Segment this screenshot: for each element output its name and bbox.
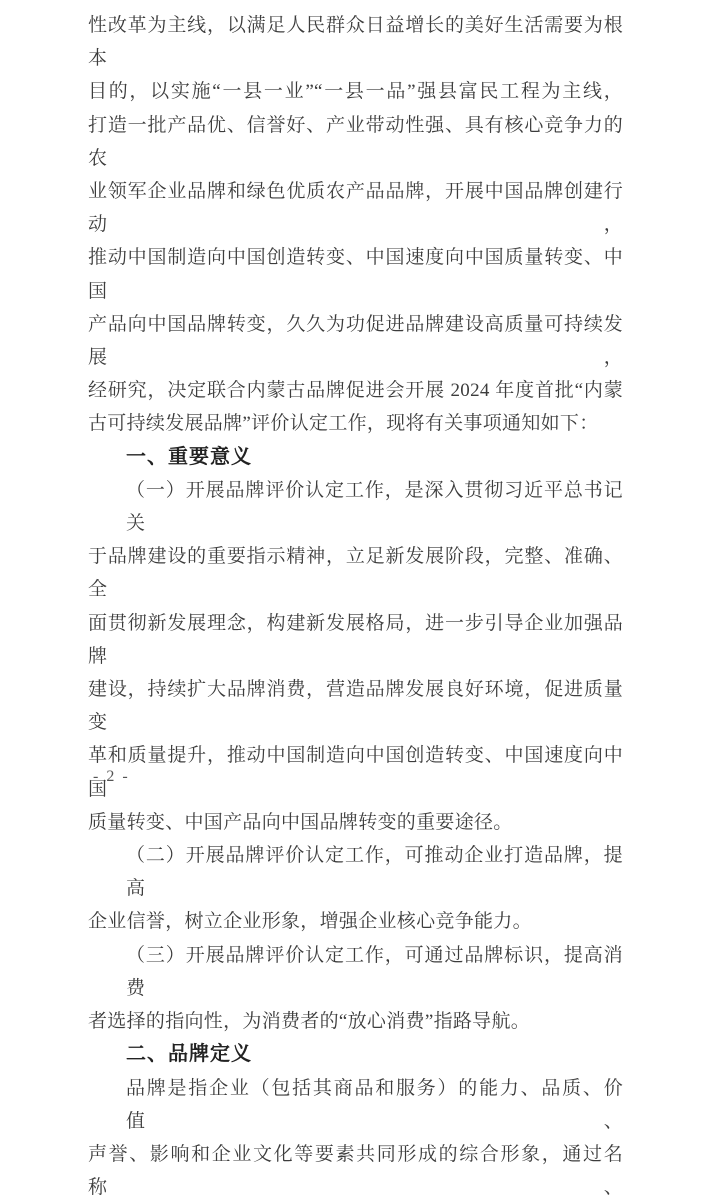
- body-line: 建设，持续扩大品牌消费，营造品牌发展良好环境，促进质量变: [88, 679, 623, 734]
- body-line: 革和质量提升，推动中国制造向中国创造转变、中国速度向中国: [88, 745, 623, 800]
- body-line: 于品牌建设的重要指示精神，立足新发展阶段，完整、准确、全: [88, 546, 623, 601]
- body-line: （三）开展品牌评价认定工作，可通过品牌标识，提高消费: [126, 944, 623, 999]
- body-line: 打造一批产品优、信誉好、产业带动性强、具有核心竞争力的农: [88, 114, 623, 169]
- section-heading-1: 一、重要意义: [126, 445, 252, 468]
- body-line: 业领军企业品牌和绿色优质农产品品牌，开展中国品牌创建行动，: [88, 181, 623, 236]
- body-line: 产品向中国品牌转变，久久为功促进品牌建设高质量可持续发展，: [88, 313, 623, 369]
- body-line: 质量转变、中国产品向中国品牌转变的重要途径。: [88, 811, 513, 833]
- section-heading-2: 二、品牌定义: [126, 1043, 252, 1066]
- body-line: （二）开展品牌评价认定工作，可推动企业打造品牌，提高: [126, 845, 623, 900]
- body-line: 者选择的指向性，为消费者的“放心消费”指路导航。: [88, 1011, 531, 1033]
- body-line: 推动中国制造向中国创造转变、中国速度向中国质量转变、中国: [88, 247, 623, 302]
- body-line: 企业信誉，树立企业形象，增强企业核心竞争能力。: [88, 911, 532, 933]
- body-line: 性改革为主线，以满足人民群众日益增长的美好生活需要为根本: [88, 15, 623, 70]
- body-line: 品牌是指企业（包括其商品和服务）的能力、品质、价值、: [126, 1077, 623, 1132]
- body-line: 面贯彻新发展理念，构建新发展格局，进一步引导企业加强品牌: [88, 612, 623, 667]
- body-line: 目的，以实施“一县一业”“一县一品”强县富民工程为主线，: [88, 81, 623, 103]
- body-line: 经研究，决定联合内蒙古品牌促进会开展 2024 年度首批“内蒙: [88, 380, 623, 402]
- body-line: 声誉、影响和企业文化等要素共同形成的综合形象，通过名称、: [88, 1143, 623, 1199]
- document-content: [88, 9, 623, 1204]
- page-number: - 2 -: [93, 768, 130, 785]
- body-line: 古可持续发展品牌”评价认定工作，现将有关事项通知如下：: [88, 413, 599, 435]
- body-line: （一）开展品牌评价认定工作，是深入贯彻习近平总书记关: [126, 479, 623, 535]
